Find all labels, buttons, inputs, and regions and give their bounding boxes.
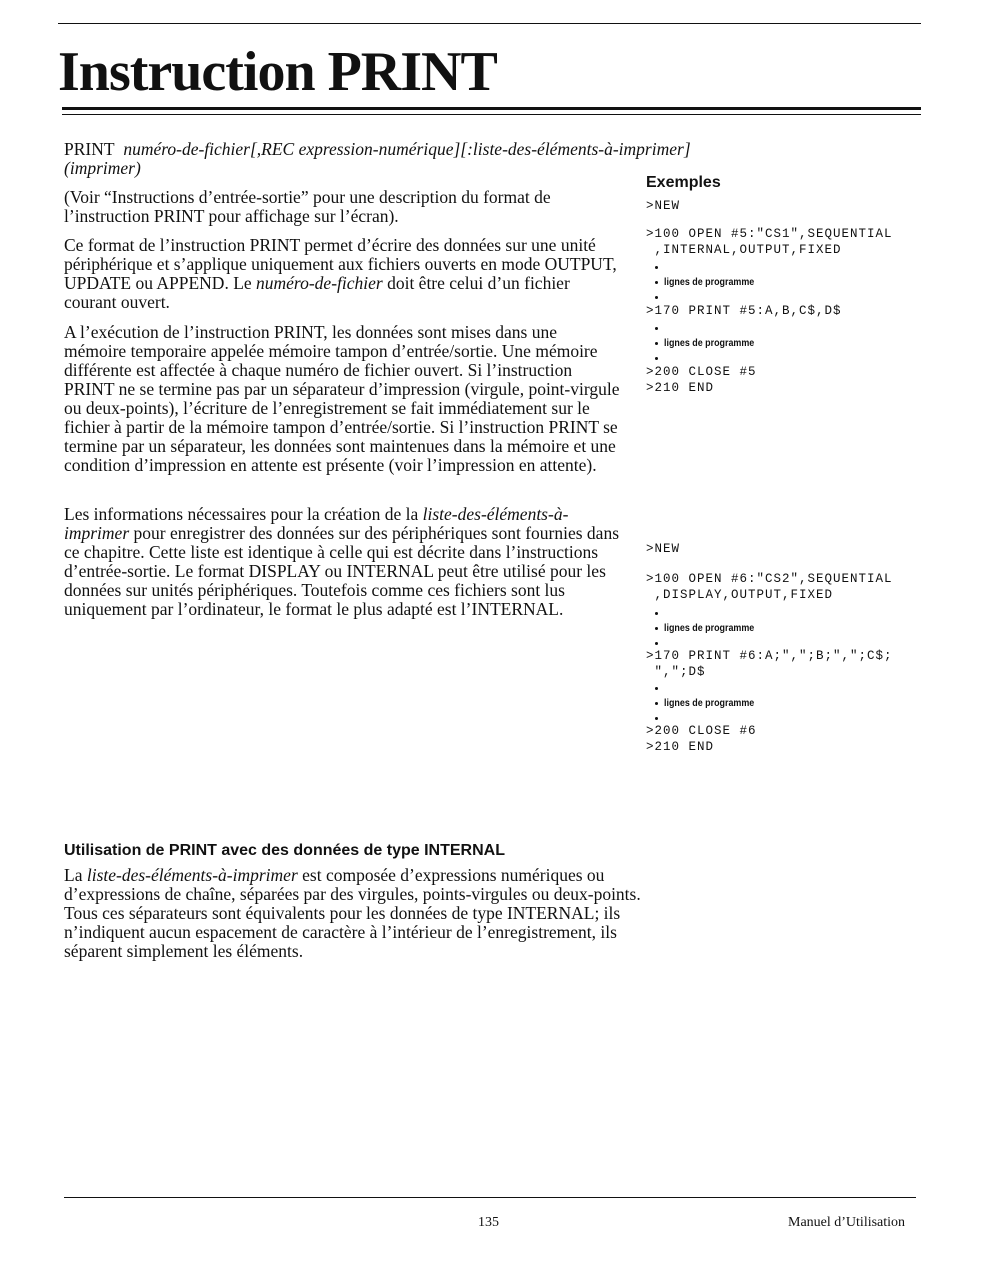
title-rule-thin (62, 114, 921, 115)
section-heading: Utilisation de PRINT avec des données de type INTERNAL (64, 842, 505, 859)
paragraph-2 (64, 236, 620, 312)
page-number: 135 (478, 1215, 499, 1230)
code-line: >NEW (646, 199, 681, 213)
ellipsis-dot (655, 642, 658, 645)
ellipsis-dot (655, 266, 658, 269)
paragraph-intro (64, 188, 620, 226)
ellipsis-dot (655, 612, 658, 615)
p2-text-c: doit être celui d’un fichier courant ouvert. (64, 273, 570, 312)
p2-text-a: Ce format de l’instruction PRINT permet d’écrire des données sur une unité périphérique et s’applique uniquement aux fichiers ouverts en mode OUTPUT, UPDATE ou APPEND. Le (64, 235, 617, 293)
ellipsis-dot (655, 296, 658, 299)
section-text-b: liste-des-éléments-à-imprimer (86, 865, 298, 885)
code-line: >100 OPEN #6:"CS2",SEQUENTIAL ,DISPLAY,OUTPUT,FIXED (646, 572, 893, 602)
ellipsis-dot (655, 627, 658, 630)
examples-heading: Exemples (646, 174, 721, 191)
title-rule-thick (62, 107, 921, 110)
program-lines-note: lignes de programme (664, 337, 755, 349)
p4-text-a: Les informations nécessaires pour la création de la (64, 504, 423, 524)
code-line: >200 CLOSE #6 >210 END (646, 724, 757, 754)
ellipsis-dot (655, 357, 658, 360)
ellipsis-dot (655, 702, 658, 705)
paragraph-4 (64, 505, 620, 619)
program-lines-note: lignes de programme (664, 276, 755, 288)
ellipsis-dot (655, 717, 658, 720)
p2-text-b: numéro-de-fichier (256, 273, 383, 293)
p4-text-c: pour enregistrer des données sur des périphériques sont fournies dans ce chapitre. Cette liste est identique à celle qui est décrite dans l’instructions d’entrée-sortie. Le format DISPLAY ou INTERNAL peut être utilisé pour les données sur unités périphériques. Toutefois comme ces fichiers sont lus uniquement par l’ordinateur, le format le plus adapté est l’INTERNAL. (64, 523, 620, 619)
p4-text-b: liste-des-éléments-à-imprimer (64, 504, 569, 543)
footer-rule (64, 1197, 916, 1198)
section-text (64, 866, 644, 961)
code-line: >200 CLOSE #5 >210 END (646, 365, 757, 395)
ellipsis-dot (655, 327, 658, 330)
paragraph-execution (64, 323, 620, 475)
code-line: >170 PRINT #6:A;",";B;",";C$; ",";D$ (646, 649, 893, 679)
paragraph-information (64, 505, 620, 619)
section-text-c: est composée d’expressions numériques ou d’expressions de chaîne, séparées par des virgules, points-virgules ou deux-points. Tous ces séparateurs sont équivalents pour les données de type INTERNAL; ils n’indiquent aucun espacement de caractère à l’intérieur de l’enregistrement, ils séparent simplement les éléments. (64, 865, 641, 961)
ellipsis-dot (655, 687, 658, 690)
syntax-keyword: PRINT (64, 139, 115, 159)
ellipsis-dot (655, 281, 658, 284)
code-line: >170 PRINT #5:A,B,C$,D$ (646, 304, 842, 318)
syntax-params: numéro-de-fichier[,REC expression-numérique][:liste-des-éléments-à-imprimer] (123, 139, 691, 159)
code-line: >NEW (646, 542, 681, 556)
page-title: Instruction PRINT (58, 41, 497, 103)
program-lines-note: lignes de programme (664, 697, 755, 709)
top-rule (58, 23, 921, 24)
paragraph-3: A l’exécution de l’instruction PRINT, les données sont mises dans une mémoire temporaire appelée mémoire tampon d’entrée/sortie. Une mémoire différente est affectée à chaque numéro de fichier ouvert. Si l’instruction PRINT ne se termine pas par un séparateur d’impression (virgule, point-virgule ou deux-points), l’écriture de l’enregistrement se fait immédiatement sur le fichier à partir de la mémoire tampon d’entrée/sortie. Si l’instruction PRINT se termine par un séparateur, les données sont maintenues dans la mémoire et une condition d’impression en attente est présente (voir l’impression en attente). (64, 322, 620, 475)
section-text-a: La (64, 865, 87, 885)
ellipsis-dot (655, 342, 658, 345)
paragraph-1: (Voir “Instructions d’entrée-sortie” pour une description du format de l’instruction PRINT pour affichage sur l’écran). (64, 187, 551, 226)
paragraph-format (64, 236, 620, 312)
code-line: >100 OPEN #5:"CS1",SEQUENTIAL ,INTERNAL,OUTPUT,FIXED (646, 227, 893, 257)
syntax-meaning: (imprimer) (64, 158, 141, 178)
manual-name: Manuel d’Utilisation (788, 1215, 906, 1230)
section-paragraph (64, 866, 644, 961)
program-lines-note: lignes de programme (664, 622, 755, 634)
